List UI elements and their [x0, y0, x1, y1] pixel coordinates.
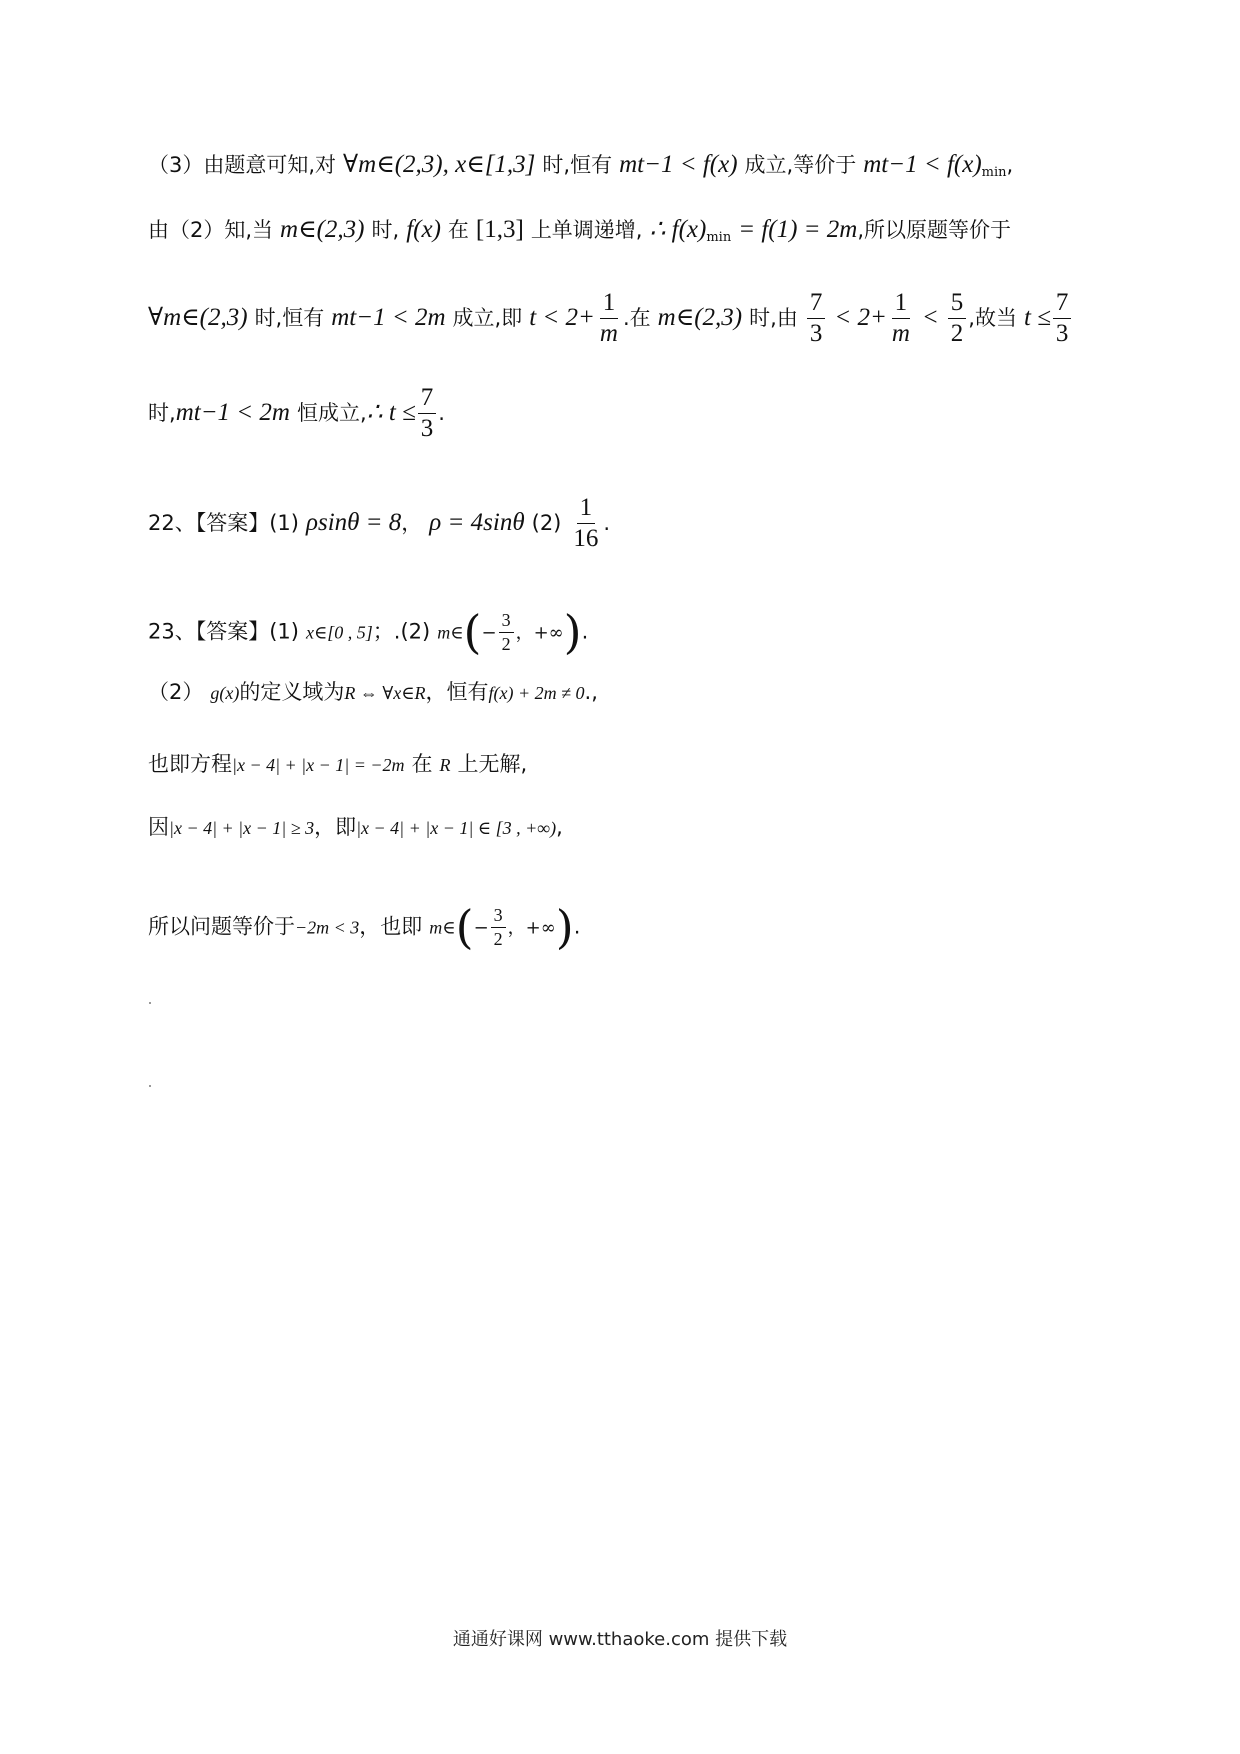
text: .在 [622, 305, 651, 330]
text: 时,恒有 [254, 305, 325, 330]
text: 在 [411, 752, 433, 776]
math: mt−1 < f(x) [619, 151, 738, 178]
math: |x − 4| + |x − 1| = −2m [232, 755, 405, 775]
solution-part3-line3 [148, 290, 1100, 348]
math: g(x) [210, 683, 240, 703]
math: R [439, 755, 451, 775]
math: mt−1 < 2m [331, 303, 446, 331]
solution-23-line3 [148, 815, 1100, 841]
math: < 2+ [834, 303, 887, 331]
fraction [889, 290, 913, 348]
text: 时,由 [749, 305, 798, 330]
fraction [570, 495, 601, 553]
text: 时, [371, 218, 400, 242]
math: f(x) + 2m ≠ 0 [488, 683, 585, 703]
fraction [418, 385, 437, 443]
fraction [807, 290, 826, 348]
text: 所以问题等价于 [148, 914, 295, 939]
answer-label: 22、【答案】(1) [148, 510, 299, 535]
answer-label: 23、【答案】(1) [148, 619, 299, 644]
text: ， [401, 510, 423, 535]
math: mt−1 < 2m [175, 398, 290, 426]
math: t < 2+ [529, 303, 595, 331]
numerator: 1 [577, 495, 596, 524]
math: x∈[0 , 5] [305, 622, 373, 643]
fraction [948, 290, 967, 348]
solution-part3-line1 [148, 150, 1100, 181]
math: ∀m∈(2,3) [148, 303, 248, 331]
text: （2） [148, 680, 204, 704]
answer-22 [148, 495, 1100, 553]
text: ，恒有 [425, 680, 489, 704]
numerator: 7 [418, 385, 437, 414]
text: （3）由题意可知,对 [148, 153, 337, 177]
text: 时,恒有 [542, 153, 613, 177]
page-footer: 通通好课网 www.tthaoke.com 提供下载 [452, 1629, 788, 1650]
solution-23-line1 [148, 680, 1100, 706]
math: = f(1) = 2m [738, 216, 858, 243]
numerator: 5 [948, 290, 967, 319]
math: |x − 4| + |x − 1| ≥ 3 [169, 818, 315, 838]
text: 时, [148, 400, 176, 425]
denominator: 3 [1055, 320, 1069, 348]
math: [1,3] [475, 216, 524, 243]
fraction [1053, 290, 1072, 348]
text: 由（2）知,当 [148, 218, 274, 242]
fraction [597, 290, 621, 348]
math: ρ = 4sinθ [429, 508, 525, 536]
stray-dot [149, 1085, 151, 1087]
math: f(x) [406, 216, 441, 243]
text: ,所以原题等价于 [857, 218, 1012, 242]
math: m∈ [429, 917, 456, 938]
text: 成立,等价于 [744, 153, 857, 177]
text: . [603, 510, 611, 535]
numerator: 1 [892, 290, 911, 319]
solution-part3-line2 [148, 215, 1100, 246]
math: ∴ t ≤ [366, 398, 416, 426]
text: ,故当 [968, 305, 1017, 330]
solution-23-line2 [148, 752, 1100, 778]
text: 恒成立, [296, 400, 367, 425]
math: m∈ [437, 622, 464, 643]
math: ，+∞ [507, 917, 556, 939]
math: −2m < 3 [295, 917, 360, 938]
minus-sign: − [481, 622, 497, 644]
text: ；.(2) [372, 619, 431, 644]
text: ., [584, 680, 598, 704]
text: (2) [531, 510, 562, 535]
fraction [491, 906, 506, 949]
stray-dot [149, 1002, 151, 1004]
math: mt−1 < f(x) [863, 151, 982, 178]
answer-23: 23、【答案】(1) x∈[0 , 5]；.(2) m∈(− $\frac{3}{2}$ ，+∞). [148, 605, 589, 659]
subscript: min [981, 165, 1007, 180]
denominator: 2 [501, 634, 511, 655]
math: m∈(2,3) [657, 303, 743, 331]
subscript: min [706, 230, 732, 245]
denominator: 2 [493, 929, 503, 950]
text: 上无解, [457, 752, 528, 776]
fraction [499, 611, 514, 654]
math: ρsinθ = 8 [305, 508, 402, 536]
numerator: 3 [491, 906, 506, 928]
numerator: 7 [807, 290, 826, 319]
text: , [556, 815, 563, 839]
numerator: 7 [1053, 290, 1072, 319]
text: 在 [447, 218, 469, 242]
solution-part3-line4 [148, 385, 1100, 443]
math: m∈(2,3) [280, 216, 365, 243]
minus-sign: − [473, 917, 489, 939]
denominator: 3 [420, 415, 434, 443]
numerator: 3 [499, 611, 514, 633]
text: . [438, 400, 445, 425]
math: R ⇔ ∀x∈R [344, 683, 426, 703]
text: 成立,即 [452, 305, 523, 330]
text: 上单调递增, [530, 218, 643, 242]
denominator: 3 [809, 320, 823, 348]
text: 因 [148, 815, 169, 839]
text: 也即方程 [148, 752, 232, 776]
math: ，+∞ [515, 622, 564, 644]
math: |x − 4| + |x − 1| ∈ [3 , +∞) [356, 818, 557, 838]
math: ∀m∈(2,3), x∈[1,3] [343, 151, 536, 178]
numerator: 1 [600, 290, 619, 319]
math: < [921, 303, 939, 331]
text: 的定义域为 [239, 680, 345, 704]
text: ，也即 [359, 914, 423, 939]
solution-23-line4: 所以问题等价于−2m < 3，也即 m∈(− $\frac{3}{2}$ ，+∞). [148, 900, 581, 954]
denominator: m [891, 320, 910, 348]
denominator: m [599, 320, 618, 348]
math: ∴ f(x) [649, 216, 707, 243]
text: ，即 [314, 815, 357, 839]
math: t ≤ [1023, 303, 1051, 331]
denominator: 16 [573, 525, 599, 553]
text: . [573, 914, 581, 939]
text: , [1006, 153, 1014, 177]
denominator: 2 [950, 320, 964, 348]
text: . [581, 619, 589, 644]
